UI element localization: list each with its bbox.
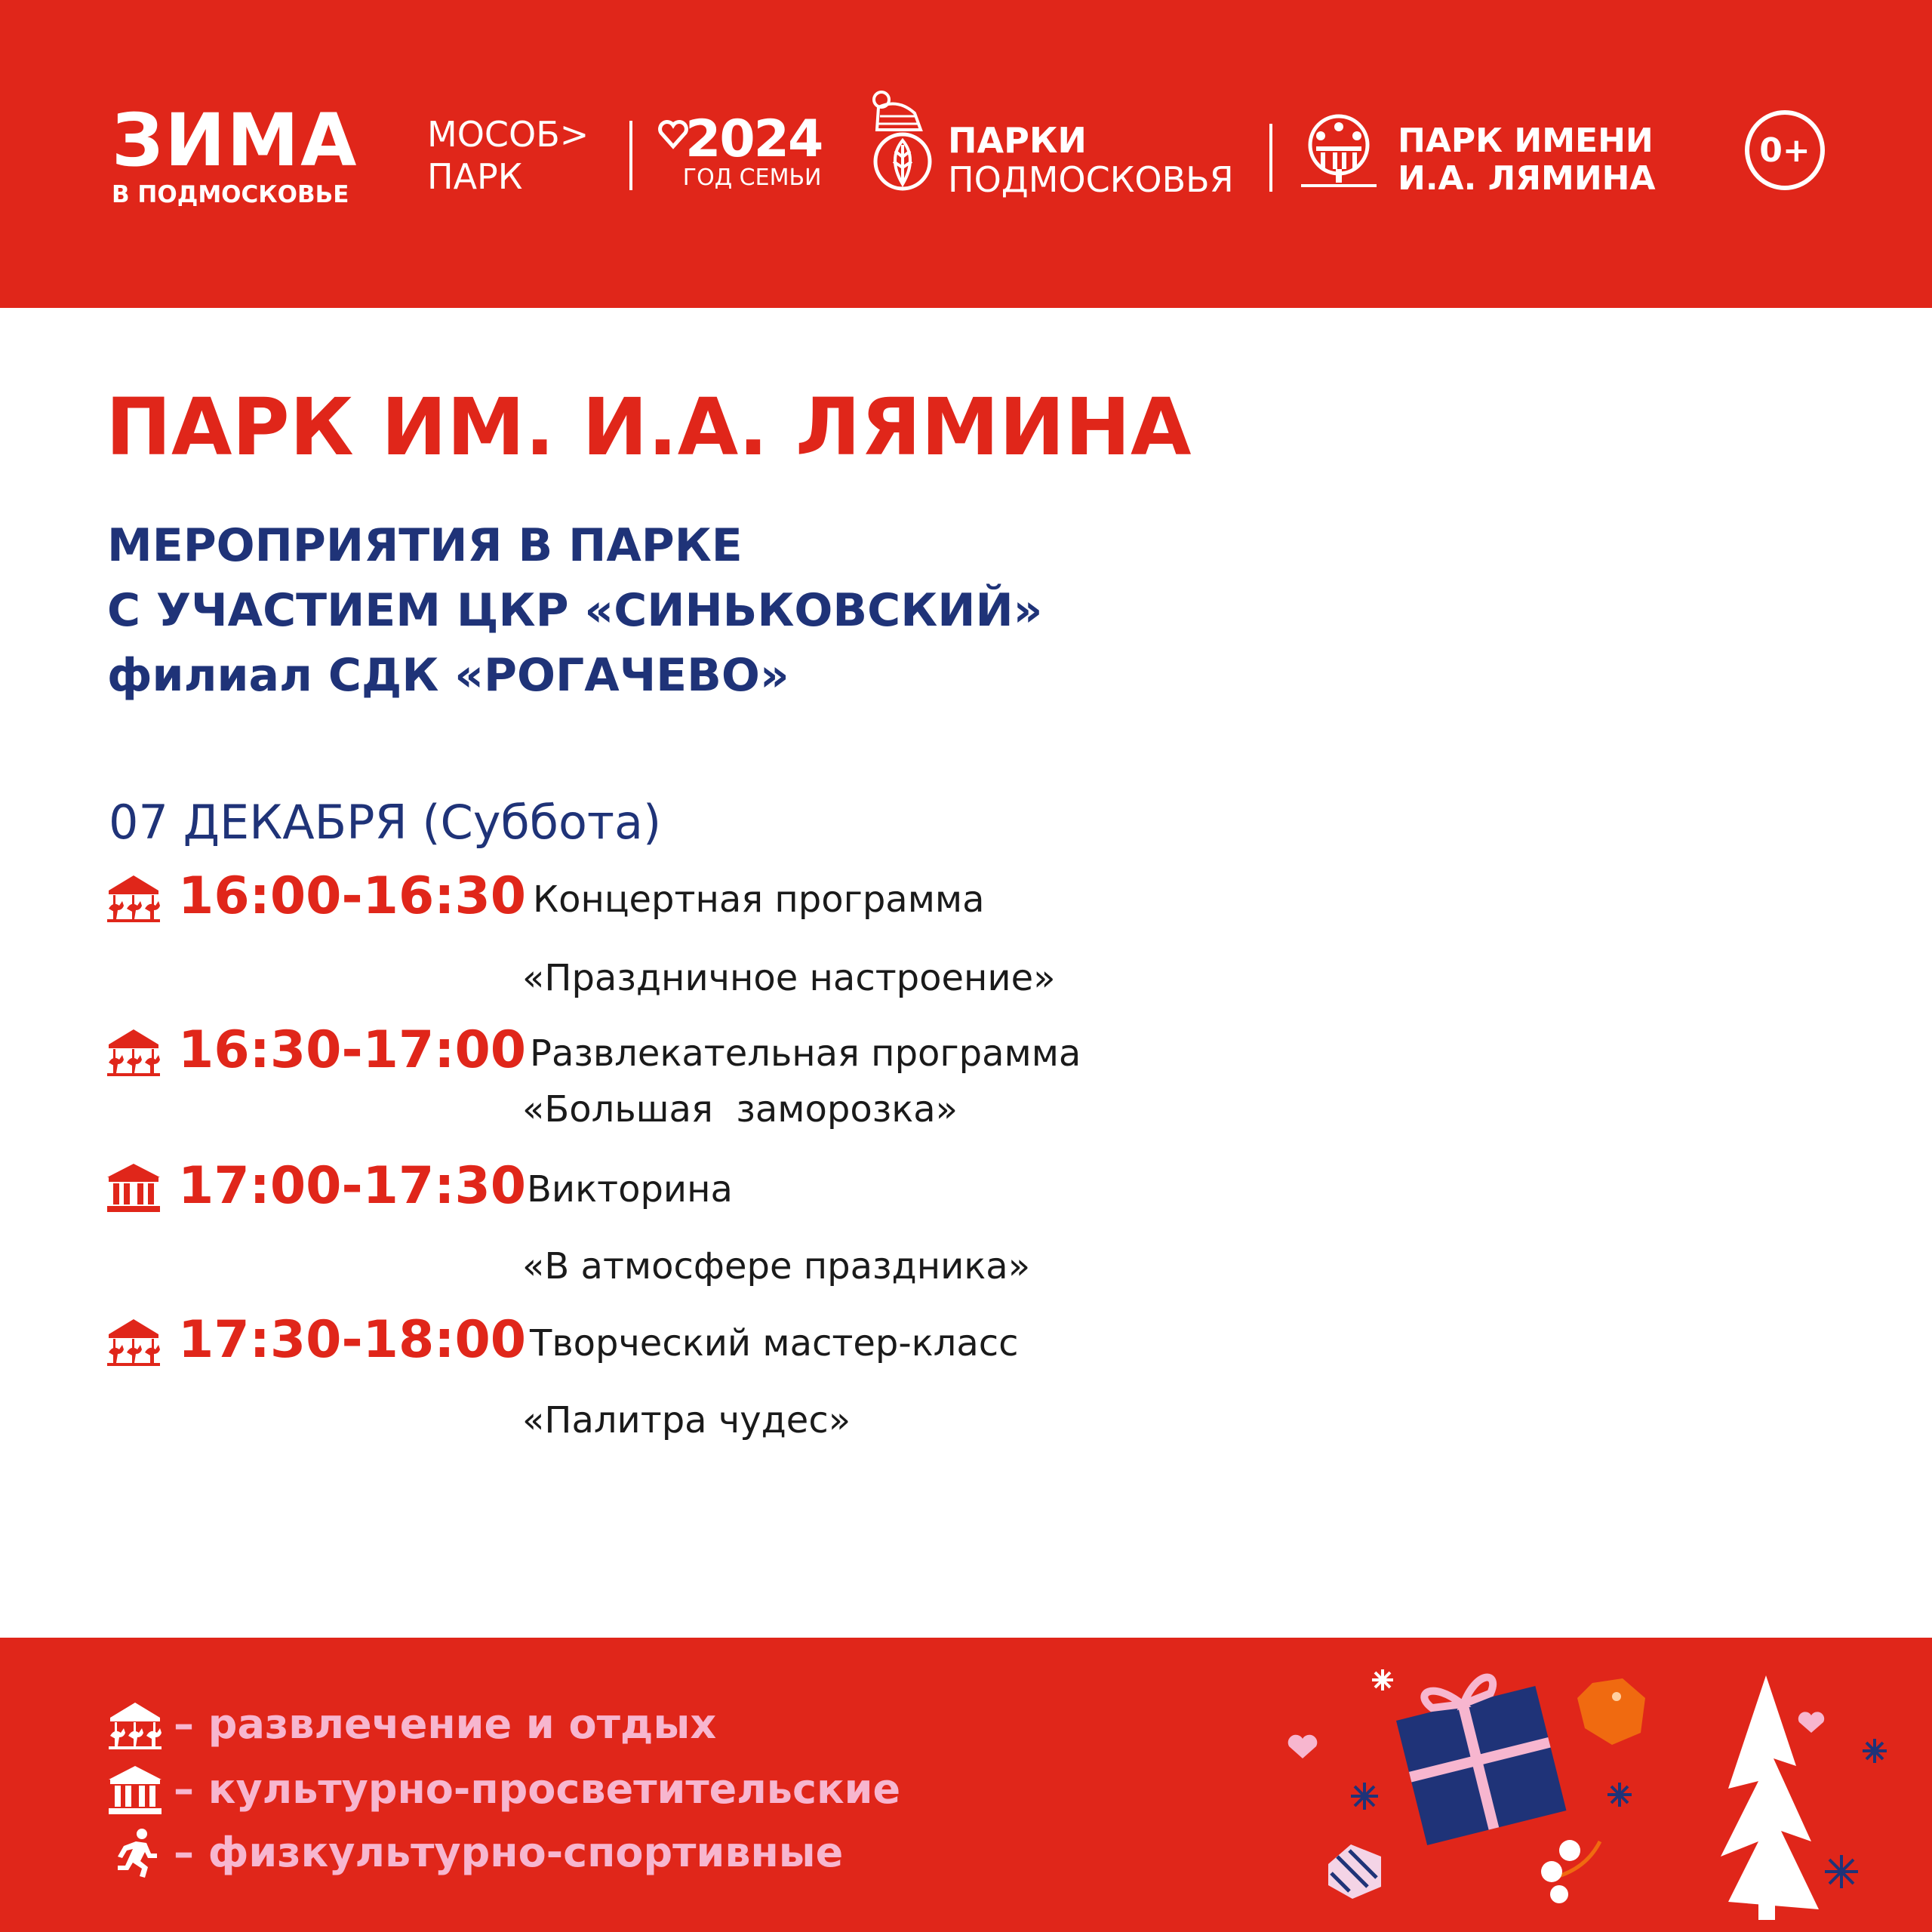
- carousel-icon: [106, 1026, 162, 1076]
- event-title: Развлекательная программа: [530, 1032, 1081, 1075]
- winter-decoration: [1268, 1653, 1887, 1924]
- footer-bar: [0, 1638, 1932, 1932]
- mosoblpark-logo: [427, 113, 589, 198]
- gift-icon: [1391, 1666, 1566, 1845]
- header-bar: [0, 0, 1932, 308]
- museum-icon: [106, 1162, 162, 1212]
- parks-logo: [868, 91, 1234, 200]
- mosoblpark-line2: ПАРК: [427, 156, 523, 197]
- header-divider: [1269, 124, 1272, 192]
- year-of-family-logo: [664, 109, 823, 191]
- subtitle-line: филиал СДК «РОГАЧЕВО»: [107, 649, 789, 702]
- year-subtitle: ГОД СЕМЬИ: [682, 165, 822, 191]
- event-time: 17:30-18:00: [178, 1310, 527, 1370]
- event-title: Концертная программа: [533, 878, 985, 921]
- carousel-icon: [106, 872, 162, 922]
- zima-logo-subtitle: В ПОДМОСКОВЬЕ: [112, 181, 349, 208]
- event-title: Творческий мастер-класс: [530, 1322, 1019, 1364]
- event-subtitle: «Большая заморозка»: [522, 1088, 958, 1131]
- hat-leaf-icon: [868, 91, 936, 196]
- page-subtitle: [107, 513, 1042, 708]
- page-title: ПАРК ИМ. И.А. ЛЯМИНА: [106, 381, 1192, 473]
- event-time: 16:30-17:00: [178, 1020, 527, 1080]
- lyamin-park-logo: [1298, 113, 1656, 198]
- zima-logo-title: ЗИМА: [112, 98, 358, 183]
- lyamin-logo-line1: ПАРК ИМЕНИ: [1398, 122, 1654, 160]
- snowflake-icon: [1372, 1669, 1393, 1690]
- lyamin-logo-line2: И.А. ЛЯМИНА: [1398, 159, 1656, 198]
- mosoblpark-line1: МОСОБ>: [427, 114, 589, 155]
- legend-label: – физкультурно-спортивные: [174, 1829, 844, 1876]
- age-rating-badge: 0+: [1745, 110, 1825, 190]
- header-divider: [629, 121, 632, 190]
- event-time: 17:00-17:30: [178, 1156, 527, 1216]
- event-subtitle: «Праздничное настроение»: [522, 957, 1056, 999]
- parks-logo-line2: ПОДМОСКОВЬЯ: [948, 159, 1234, 200]
- carousel-icon: [106, 1316, 162, 1366]
- zima-logo: [112, 98, 358, 208]
- event-title: Викторина: [527, 1168, 733, 1211]
- event-date: 07 ДЕКАБРЯ (Суббота): [109, 795, 662, 850]
- runner-icon: [107, 1828, 163, 1878]
- parks-logo-line1: ПАРКИ: [948, 120, 1087, 161]
- event-time: 16:00-16:30: [178, 866, 527, 926]
- legend-label: – развлечение и отдых: [174, 1700, 717, 1748]
- tangerine-icon: [1577, 1678, 1645, 1745]
- mitten-icon: [1328, 1844, 1381, 1899]
- legend-label: – культурно-просветительские: [174, 1765, 901, 1813]
- event-subtitle: «Палитра чудес»: [522, 1399, 851, 1441]
- carousel-icon: [107, 1700, 163, 1749]
- park-emblem-icon: [1298, 113, 1380, 192]
- heart-icon: [658, 119, 688, 149]
- berry-branch-icon: [1541, 1840, 1600, 1903]
- subtitle-line: С УЧАСТИЕМ ЦКР «СИНЬКОВСКИЙ»: [107, 584, 1043, 637]
- year-number: 2024: [685, 109, 823, 169]
- museum-icon: [107, 1764, 163, 1814]
- event-subtitle: «В атмосфере праздника»: [522, 1245, 1031, 1287]
- subtitle-line: МЕРОПРИЯТИЯ В ПАРКЕ: [107, 519, 743, 572]
